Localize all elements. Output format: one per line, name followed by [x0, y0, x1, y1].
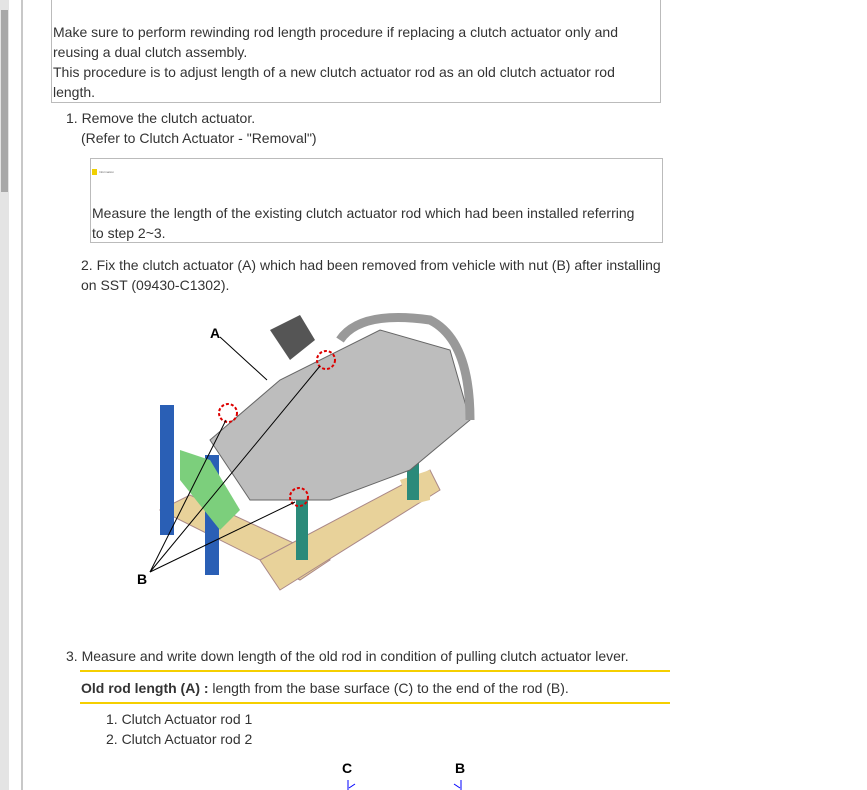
step-1: 1. Remove the clutch actuator. — [66, 110, 256, 126]
old-rod-length-definition: Old rod length (A) : length from the base surface (C) to the end of the rod (B). — [81, 680, 569, 696]
divider — [21, 0, 23, 790]
definition-rule-top — [80, 670, 670, 672]
label-c: C — [342, 760, 353, 776]
note-box — [51, 0, 661, 103]
step-1-reference[interactable]: (Refer to Clutch Actuator - "Removal") — [81, 130, 317, 146]
info-line: to step 2~3. — [92, 225, 166, 241]
information-header: Information — [92, 168, 662, 176]
note-line: Make sure to perform rewinding rod length procedure if replacing a clutch actuator only and — [53, 24, 618, 40]
note-line: reusing a dual clutch assembly. — [53, 44, 248, 60]
scrollbar-thumb[interactable] — [1, 10, 8, 192]
rod-item: 1. Clutch Actuator rod 1 — [106, 711, 253, 727]
rod-item: 2. Clutch Actuator rod 2 — [106, 731, 253, 747]
sst-plate — [160, 405, 174, 535]
label-b: B — [137, 571, 148, 587]
info-line: Measure the length of the existing clutch actuator rod which had been installed referring — [92, 205, 635, 221]
note-line: length. — [53, 84, 96, 100]
step-2: 2. Fix the clutch actuator (A) which had been removed from vehicle with nut (B) after installing — [81, 257, 661, 273]
rod-length-figure — [330, 755, 480, 790]
step-3: 3. Measure and write down length of the old rod in condition of pulling clutch actuator lever. — [66, 648, 629, 664]
label-b2: B — [455, 760, 466, 776]
note-line: This procedure is to adjust length of a new clutch actuator rod as an old clutch actuator rod — [53, 64, 615, 80]
scrollbar[interactable] — [0, 0, 9, 790]
clutch-actuator-figure — [130, 300, 490, 620]
info-icon — [92, 169, 97, 175]
definition-rule-bottom — [80, 702, 670, 704]
label-a: A — [210, 325, 221, 341]
step-2-cont: on SST (09430-C1302). — [81, 277, 230, 293]
information-box — [90, 158, 663, 243]
